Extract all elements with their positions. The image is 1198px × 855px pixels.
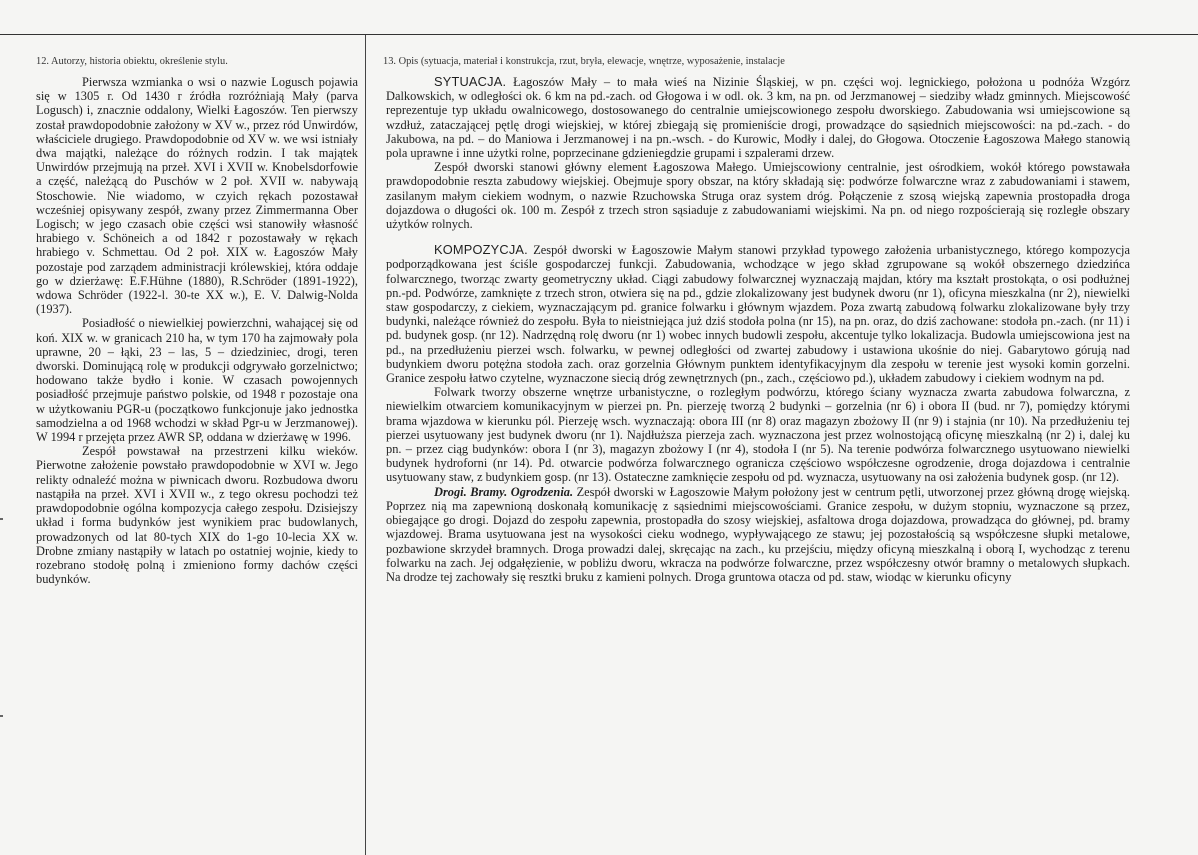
- kompozycja-heading: KOMPOZYCJA.: [434, 242, 528, 258]
- sytuacja-text: Łagoszów Mały – to mała wieś na Nizinie Śląskiej, w pn. części woj. legnickiego, położona u podnóża Wzgórz Dalkowskich, w odległości ok. 6 km na pd.-zach. od Głogowa i w odl. ok. 3 km, na pn. od Jerzmanowej – siedziby władz gminnych. Miejscowość reprezentuje typ układu owalnicowego, dostosowanego do centralnie umiejscowionego zespołu dworskiego. Zabudowania wsi umiejscowione są wzdłuż, zataczającej pętlę drogi wiejskiej, w której zbiegają się promieniście drogi, prowadzące do sąsiednich miejscowości: na pd.-zach. - do Jakubowa, na pd. – do Maniowa i Jerzmanowej i na pn.-wsch. - do Kurowic, Modły i dalej, do Głogowa. Otoczenie Łagoszowa Małego stanowią pola uprawne i inne użytki rolne, poprzecinane gdzieniegdzie grupami i szpalerami drzew.: [386, 75, 1130, 161]
- estate-paragraph: Posiadłość o niewielkiej powierzchni, wahającej się od koń. XIX w. w granicach 210 ha, w tym 170 ha zajmowały pola uprawne, 20 – łąki, 23 – las, 5 – dziedziniec, drogi, teren dworski. Dominującą rolę w produkcji odgrywało gorzelnictwo; hodowano także bydło i konie. W czasach powojennych posiadłość przejmuje państwo polskie, od 1948 r pozostaje ona w użytkowaniu PGR-u (początkowo funkcjonuje jako jednostka samodzielna a od 1968 wchodzi w skład Pgr-u w Jerzmanowej). W 1994 r przejęta przez AWR SP, oddana w dzierżawę w 1996.: [36, 316, 358, 445]
- folwark-paragraph: Folwark tworzy obszerne wnętrze urbanistyczne, o rozległym podwórzu, którego ściany wyznacza zwarta zabudowa folwarczna, z niewielkim otwarciem komunikacyjnym w pierzei pn. Pn. pierzeję tworzą 2 budynki – gorzelnia (nr 6) i obora II (bud. nr 7), pomiędzy którymi brama wjazdowa w kierunku pól. Pierzeję wsch. wyznaczają: obora III (nr 8) oraz magazyn zbożowy II (nr 9) i stajnia (nr 10). Na przedłużeniu tej pierzei usytuowany jest budynek dworu (nr 1). Najdłuższa pierzeja zach. wyznaczona jest przez wolnostojącą oficynę mieszkalną (nr 2) i, dalej ku pn. – przez ciąg budynków: obora I (nr 3), magazyn zbożowy I (nr 4), stodoła I (nr 5). Na terenie podwórza folwarcznego usytuowano niewielki budynek hydroforni (nr 14). Pd. otwarcie podwórza folwarcznego ogranicza częściowo współczesne ogrodzenie, droga dojazdowa i centralnie usytuowany staw, z budynkiem gosp. (nr 13). Ostateczne zamknięcie zespołu od pd. wyznacza, usytuowany na osi założenia budynek gosp. (nr 12).: [386, 385, 1130, 485]
- column-divider: [365, 35, 366, 855]
- scan-mark: [0, 715, 3, 717]
- kompozycja-paragraph: [386, 243, 1130, 385]
- drogi-text: Zespół dworski w Łagoszowie Małym położony jest w centrum pętli, utworzonej przez główną drogę wiejską. Poprzez nią ma zapewnioną doskonałą komunikację z sąsiednimi miejscowościami. Granice zespołu, w dużym stopniu, wyznaczone są przez, obiegające go drogi. Dojazd do zespołu zapewnia, prostopadła do szosy wiejskiej, asfaltowa droga dojazdowa, prowadząca do głównej, pd. bramy wjazdowej. Brama usytuowana jest na wysokości cieku wodnego, wypływającego ze stawu; jej pozostałością są współczesne słupki metalowe, pozbawione skrzydeł bramnych. Droga prowadzi dalej, skręcając na zach., ku przejściu, między oficyną mieszkalną i oborą I, wychodząc z terenu folwarku na zach. Jej odgałęzienie, w pobliżu dworu, wkracza na podwórze folwarczne, przez współczesny otwór bramny o metalowych słupkach. Na drodze tej zachowały się resztki bruku z kamieni polnych. Droga gruntowa otacza od pd. staw, wiodąc w kierunku oficyny: [386, 484, 1130, 584]
- right-section-header: 13. Opis (sytuacja, materiał i konstrukcja, rzut, bryła, elewacje, wnętrze, wyposażenie, instalacje: [383, 56, 785, 67]
- left-section-header: 12. Autorzy, historia obiektu, określenie stylu.: [36, 56, 228, 67]
- drogi-heading: Drogi. Bramy. Ogrodzenia.: [434, 484, 574, 499]
- history-paragraph: Pierwsza wzmianka o wsi o nazwie Logusch pojawia się w 1305 r. Od 1430 r źródła rozróżniają Mały (parva Logusch) i, znacznie oddalony, Wielki Łagoszów. Ten pierwszy został prawdopodobnie założony w XV w., przez ród Unwirdów, właściciele drugiego. Prawdopodobnie od XV w. we wsi istniały dwa majątki, należące do różnych rodzin. I tak majątek Unwirdów przejmują na przeł. XVI i XVII w. Knobelsdorfowie a część, należącą do Puschów w 2 poł. XVII w. nabywają Stoschowie. Nie wiadomo, w czyich rękach pozostawał wcześniej opisywany zespół, zwany przez Zimmermanna Ober Logisch; w jego czasach obie części wsi stanowiły własność hrabiego v. Schöneich a od 1842 r pozostawały w rękach hrabiego v. Schmettau. Od 2 poł. XIX w. Łagoszów Mały pozostaje pod zarządem administracji królewskiej, która oddaje go w dzierżawę: E.F.Hühne (1880), R.Schröder (1891-1922), wdowa Schröder (1922-l. 30-te XX w.), E. V. Dalwig-Nolda (1937).: [36, 75, 358, 317]
- left-column: [36, 75, 358, 586]
- kompozycja-text: Zespół dworski w Łagoszowie Małym stanowi przykład typowego założenia urbanistycznego, którego kompozycja podporządkowana jest ściśle gospodarczej funkcji. Zabudowania, wchodzące w jego skład zgrupowane są wokół obszernego dziedzińca folwarcznego, tworząc zwarty geometryczny układ. Ciągi zabudowy folwarcznej wyznaczają majdan, który ma kształt prostokąta, o osi podłużnej pn.-pd. Podwórze, zamknięte z trzech stron, otwiera się na pd., gdzie zlokalizowany jest budynek dworu (nr 1), oficyna mieszkalna (nr 2), niewielki staw gospodarczy, z ciekiem, wyznaczającym pd. granice folwarku i głównym wjazdem. Poza zwartą zabudową folwarku zlokalizowane były trzy budynki, należące również do zespołu. Była to nieistniejąca już dziś stodoła polna (nr 15), na pn. oraz, do dziś zachowane: stodoła pn.-zach. (nr 11) i pd. budynek gosp. (nr 12). Nadrzędną rolę dworu (nr 1) wobec innych budowli zespołu, akcentuje tylko lokalizacja. Budowla umiejscowiona jest na pd., na przedłużeniu pierzei wsch. folwarku, w pewnej odległości od zwartej zabudowy i ustawiona ukośnie do niej. Gabarytowo górują nad budynkiem dworu potężna stodoła zach. oraz gorzelnia Głównym punktem identyfikacyjnym dla zespołu w terenie jest wysoki komin gorzelni. Granice zespołu łatwo czytelne, wyznaczone siecią dróg zewnętrznych (pn., zach., częściowo pd.), układem zabudowy i ciekiem wodnym na pd.: [386, 243, 1130, 386]
- right-column: [386, 75, 1130, 584]
- top-rule: [0, 34, 1198, 35]
- zespol-paragraph: Zespół dworski stanowi główny element Łagoszowa Małego. Umiejscowiony centralnie, jest ośrodkiem, wokół którego powstawała prawdopodobnie reszta zabudowy wiejskiej. Obejmuje spory obszar, na który składają się: podwórze folwarczne wraz z zabudowaniami i stawem, zasilanym małym ciekiem wodnym, o nazwie Rzuchowska Struga oraz system dróg. Połączenie z szosą wiejską zapewnia prostopadła droga dojazdowa o długości ok. 100 m. Zespół z trzech stron sąsiaduje z zabudowaniami wiejskimi. Na pn. od niego rozpościerają się rozległe obszary użytków rolnych.: [386, 160, 1130, 232]
- drogi-paragraph: [386, 485, 1130, 584]
- sytuacja-heading: SYTUACJA.: [434, 74, 507, 89]
- sytuacja-paragraph: [386, 75, 1130, 160]
- construction-paragraph: Zespół powstawał na przestrzeni kilku wieków. Pierwotne założenie powstało prawdopodobnie w XVI w. Jego relikty odnaleźć można w piwnicach dworu. Rozbudowa dworu nastąpiła na przeł. XVI i XVII w., z tego okresu pochodzi też prawdopodobnie ogólna kompozycja całego zespołu. Dzisiejszy układ i forma budynków jest wynikiem prac budowlanych, prowadzonych od lat 80-tych XIX do 1-go 10-lecia XX w. Drobne zmiany nastąpiły w latach po ostatniej wojnie, kiedy to rozebrano stodołę polną i zmieniono formy dachów części budynków.: [36, 444, 358, 587]
- scan-mark: [0, 518, 3, 520]
